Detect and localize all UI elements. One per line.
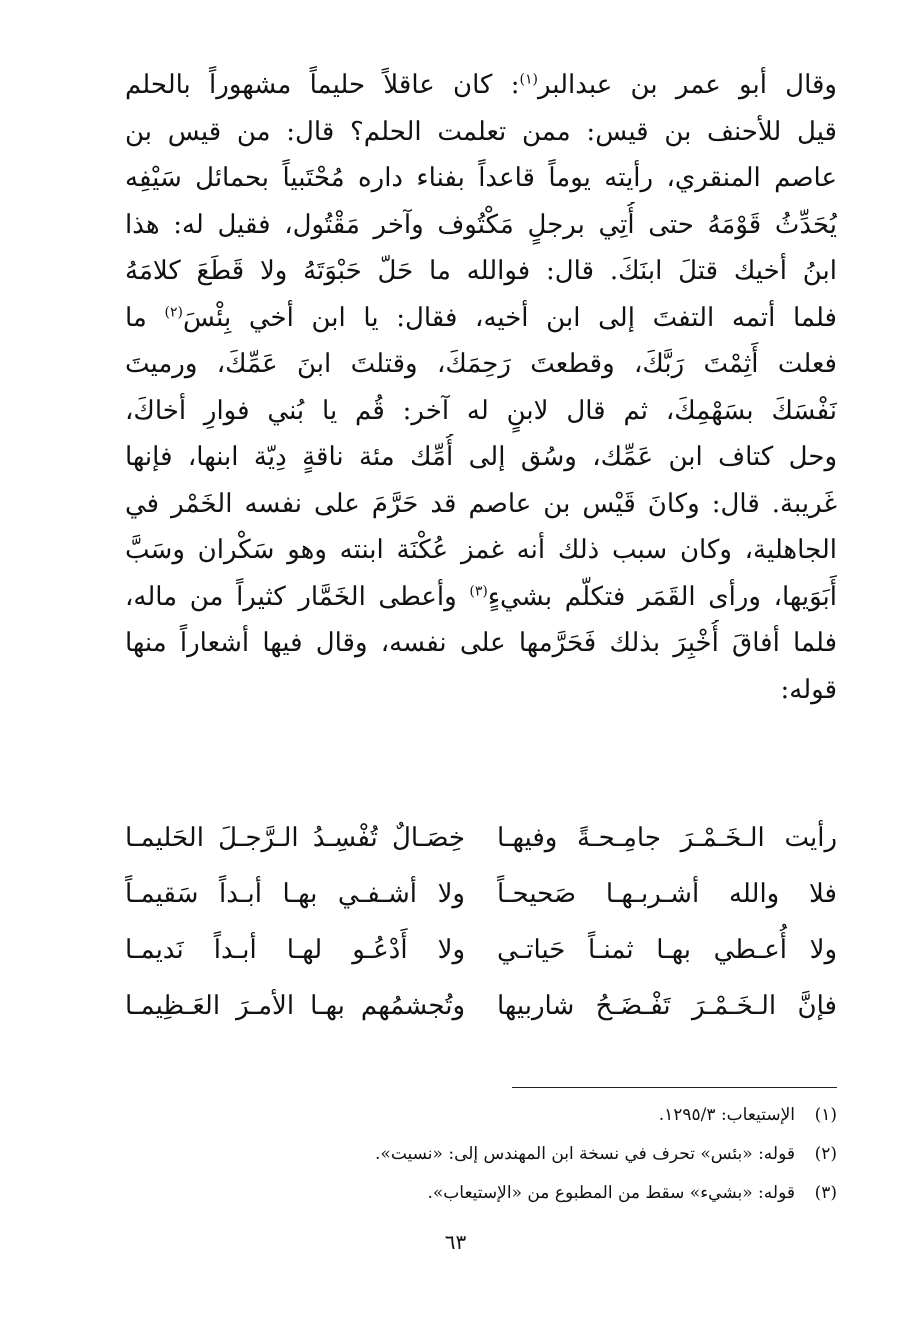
first-hemistich: فلا والله أشـربـهـا صَحيحـاً — [497, 879, 837, 909]
footnote-number: (٢) — [814, 1144, 837, 1164]
text-line: قوله: — [780, 674, 837, 705]
footnote — [125, 1096, 837, 1135]
footnote-marker[interactable]: (١) — [519, 71, 538, 88]
second-hemistich: ولا أَدْعُـو لهـا أبـداً نَديمـا — [125, 935, 465, 965]
text-line: يُحَدِّثُ قَوْمَهُ حتى أُتِي برجلٍ مَكْتُوف وآخر مَقْتُول، فقيل له: هذا — [125, 209, 837, 240]
second-hemistich: وتُجشمُهم بهـا الأمـرَ العَـظِيمـا — [125, 991, 465, 1021]
footnote-separator — [512, 1087, 837, 1088]
text-line: نَفْسَكَ بسَهْمِكَ، ثم قال لابنٍ له آخر: قُم يا بُني فوارِ أخاكَ، — [125, 395, 837, 426]
text-line: أَبَوَيها، ورأى القَمَر فتكلّم بشيءٍ$^{(٣)}$ وأعطى الخَمَّار كثيراً من ماله، — [125, 581, 837, 612]
footnote-marker[interactable]: (٢) — [164, 303, 183, 320]
text-line: فعلت أَثِمْتَ رَبَّكَ، وقطعتَ رَحِمَكَ، وقتلتَ ابنَ عَمِّكَ، ورميتَ — [125, 349, 837, 379]
poem-verse — [125, 978, 837, 1034]
text-line: ابنُ أخيك قتلَ ابنَكَ. قال: فوالله ما حَلّ حَبْوَتَهُ ولا قَطَعَ كلامَهُ — [125, 256, 837, 286]
poem — [125, 810, 837, 1034]
footnote — [125, 1174, 837, 1213]
text-line: وحل كتاف ابن عَمِّك، وسُق إلى أُمِّك مئة ناقةٍ دِيّة ابنها، فإنها — [125, 442, 837, 472]
poem-verse — [125, 810, 837, 866]
second-hemistich: خِصَـالٌ تُفْسِـدُ الـرَّجـلَ الحَليمـا — [125, 823, 465, 853]
text-line: غَريبة. قال: وكانَ قَيْس بن عاصم قد حَرَّمَ على نفسه الخَمْر في — [125, 488, 837, 519]
footnote-text: قوله: «بئس» تحرف في نسخة ابن المهندس إلى: «نسيت». — [375, 1144, 795, 1164]
second-hemistich: ولا أشـفـي بهـا أبـداً سَقيمـاً — [125, 879, 465, 909]
footnote-marker[interactable]: (٣) — [469, 582, 488, 599]
text-line: قيل للأحنف بن قيس: ممن تعلمت الحلم؟ قال: من قيس بن — [125, 116, 837, 147]
footnotes — [125, 1096, 837, 1213]
first-hemistich: ولا أُعـطي بهـا ثمنـاً حَياتـي — [497, 935, 837, 965]
footnote-number: (٣) — [814, 1183, 837, 1203]
first-hemistich: فإنَّ الـخَـمْـرَ تَفْـضَـحُ شاربيها — [497, 991, 837, 1021]
text-line: فلما أفاقَ أُخْبِرَ بذلك فَحَرَّمها على نفسه، وقال فيها أشعاراً منها — [125, 628, 837, 658]
poem-verse — [125, 922, 837, 978]
first-hemistich: رأيت الـخَـمْـرَ جامِـحـةً وفيهـا — [497, 823, 837, 853]
page-number: ٦٣ — [444, 1230, 467, 1254]
footnote-number: (١) — [814, 1105, 837, 1125]
poem-verse — [125, 866, 837, 922]
main-text — [125, 62, 837, 713]
footnote-text: الإستيعاب: ١٢٩٥/٣. — [658, 1105, 795, 1125]
text-line: فلما أتمه التفتَ إلى ابن أخيه، فقال: يا ابن أخي بِئْسَ$^{(٢)}$ ما — [125, 302, 837, 333]
text-line: وقال أبو عمر بن عبدالبر$^{(١)}$: كان عاقلاً حليماً مشهوراً بالحلم — [125, 70, 837, 100]
text-line: عاصم المنقري، رأيته يوماً قاعداً بفناء داره مُحْتَبياً بحمائل سَيْفِه — [125, 163, 837, 193]
text-line: الجاهلية، وكان سبب ذلك أنه غمز عُكْنَة ابنته وهو سَكْران وسَبَّ — [125, 535, 837, 565]
footnote-text: قوله: «بشيء» سقط من المطبوع من «الإستيعاب». — [427, 1183, 795, 1203]
footnote — [125, 1135, 837, 1174]
